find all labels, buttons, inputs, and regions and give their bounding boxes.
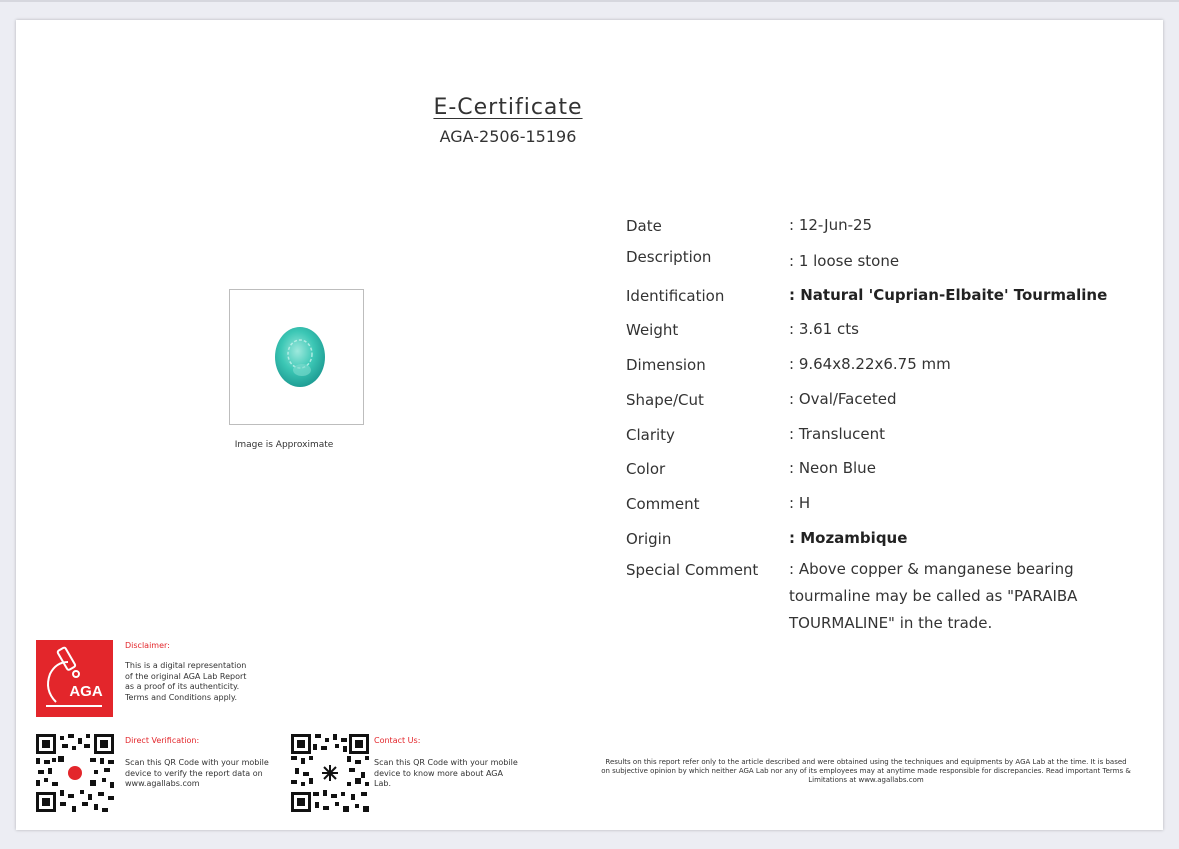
detail-value: : 1 loose stone [789, 252, 900, 270]
verification-heading: Direct Verification: [125, 736, 200, 745]
gemstone-image [230, 290, 363, 424]
detail-value: : Above copper & manganese bearing tourmaline may be called as "PARAIBA TOURMALINE" in the trade. [789, 560, 1078, 632]
detail-value: : Neon Blue [789, 459, 876, 477]
verification-line[interactable]: www.agallabs.com [125, 779, 200, 788]
verification-qr-code[interactable] [36, 734, 114, 812]
disclaimer-line: as a proof of its authenticity. [125, 682, 240, 691]
contact-line: Lab. [374, 779, 391, 788]
contact-line: Scan this QR Code with your mobile [374, 758, 518, 767]
contact-line: device to know more about AGA [374, 768, 503, 778]
detail-label: Date [626, 217, 662, 235]
terms-notice [586, 758, 1146, 785]
verification-line: Scan this QR Code with your mobile [125, 758, 269, 767]
logo-text: AGA [69, 683, 103, 700]
disclaimer-heading: Disclaimer: [125, 641, 170, 650]
detail-value: : 9.64x8.22x6.75 mm [789, 355, 951, 373]
terms-line: Results on this report refer only to the article described and were obtained using the techniques and equipments by AGA Lab at the time. It is based [605, 758, 1127, 766]
detail-label: Description [626, 248, 712, 266]
disclaimer-line: Terms and Conditions apply. [125, 692, 237, 702]
detail-label: Special Comment [626, 561, 759, 579]
terms-line: on subjective opinion by which neither AGA Lab nor any of its employees may at anytime made responsible for discrepancies. Read important Terms & [601, 767, 1131, 775]
detail-label: Color [626, 460, 666, 478]
certificate-sheet [16, 20, 1163, 830]
disclaimer-line: of the original AGA Lab Report [125, 671, 247, 681]
detail-value: : H [789, 494, 811, 512]
microscope-logo-icon [36, 640, 113, 717]
detail-label: Dimension [626, 356, 706, 374]
detail-value: : 3.61 cts [789, 320, 859, 338]
qr-code-icon [36, 734, 114, 812]
gemstone-photo [229, 289, 364, 425]
detail-label: Weight [626, 321, 679, 339]
verification-line: device to verify the report data on [125, 768, 263, 778]
detail-label: Identification [626, 287, 725, 305]
certificate-title: E-Certificate [433, 95, 583, 120]
aga-logo [36, 640, 113, 717]
detail-label: Comment [626, 495, 700, 513]
contact-heading: Contact Us: [374, 736, 421, 745]
detail-value: : Mozambique [789, 529, 908, 547]
detail-label: Clarity [626, 426, 675, 444]
detail-label: Origin [626, 530, 672, 548]
verification-text [125, 758, 285, 790]
detail-value: : 12-Jun-25 [789, 216, 873, 234]
qr-code-icon [291, 734, 369, 812]
photo-caption: Image is Approximate [234, 440, 334, 450]
disclaimer-line: This is a digital representation [125, 661, 247, 670]
detail-value: : Natural 'Cuprian-Elbaite' Tourmaline [789, 286, 1108, 304]
detail-value: : Oval/Faceted [789, 390, 897, 408]
contact-qr-code[interactable] [291, 734, 369, 812]
detail-label: Shape/Cut [626, 391, 704, 409]
detail-value: : Translucent [789, 425, 885, 443]
terms-line: Limitations at www.agallabs.com [808, 776, 924, 784]
certificate-number: AGA-2506-15196 [439, 127, 577, 146]
top-border [0, 0, 1179, 2]
disclaimer-text [125, 661, 275, 703]
contact-text [374, 758, 534, 790]
